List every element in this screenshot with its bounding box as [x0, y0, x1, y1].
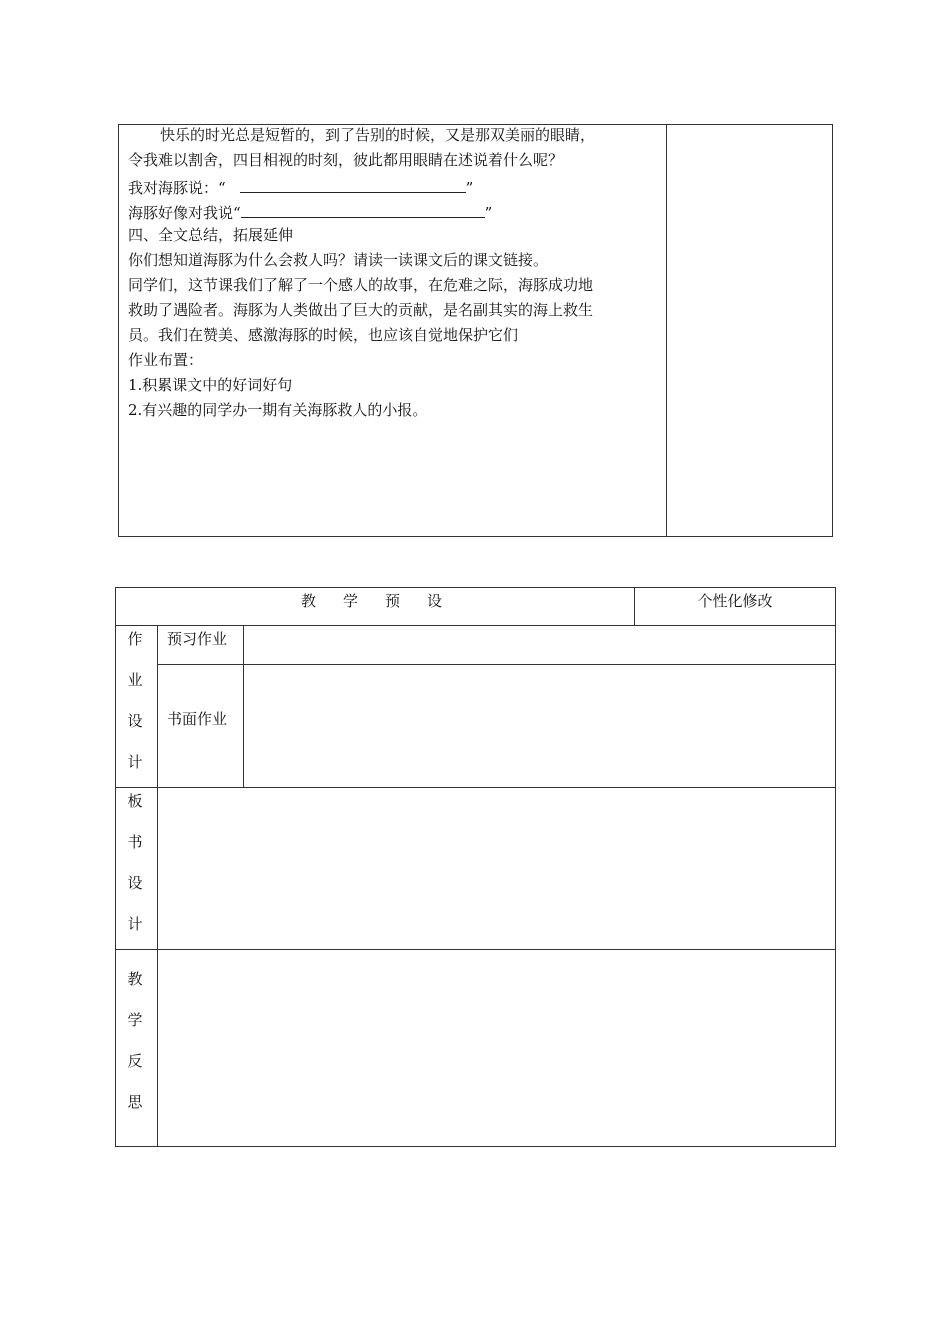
homework-title: 作业布置：	[128, 351, 204, 369]
reflection-char-1: 教	[127, 970, 143, 988]
paragraph-line-1: 快乐的时光总是短暂的，到了告别的时候，又是那双美丽的眼睛，	[160, 126, 596, 144]
dialog-1-prefix: 我对海豚说：“	[128, 179, 226, 197]
board-design-bottom	[115, 949, 836, 950]
board-design-char-3: 设	[127, 874, 143, 892]
summary-line-3: 员。我们在赞美、感激海豚的时候，也应该自觉地保护它们	[128, 326, 519, 344]
homework-design-char-3: 设	[127, 712, 143, 730]
dialog-2-blank[interactable]	[241, 203, 485, 218]
homework-design-char-2: 业	[127, 671, 143, 689]
reflection-char-3: 反	[127, 1052, 143, 1070]
preview-homework-label: 预习作业	[167, 630, 228, 648]
reflection-char-4: 思	[127, 1093, 143, 1111]
header-teaching-plan: 教 学 预 设	[300, 592, 448, 610]
preview-row-bottom	[157, 664, 836, 665]
subcategory-divider	[243, 625, 244, 787]
label-column-divider	[157, 625, 158, 1147]
reflection-char-2: 学	[127, 1011, 143, 1029]
homework-design-bottom	[115, 787, 836, 788]
dialog-2-prefix: 海豚好像对我说“	[128, 204, 241, 222]
dialog-1-blank[interactable]	[240, 178, 466, 193]
board-design-char-2: 书	[127, 833, 143, 851]
board-design-char-1: 板	[127, 792, 143, 810]
homework-design-char-1: 作	[127, 630, 143, 648]
dialog-2-suffix: ”	[484, 204, 493, 222]
dialog-1-suffix: ”	[465, 179, 474, 197]
homework-item-1: 1.积累课文中的好词好句	[128, 376, 293, 394]
lower-table	[115, 587, 836, 1147]
question-text: 你们想知道海豚为什么会救人吗？请读一读课文后的课文链接。	[128, 251, 549, 269]
homework-design-char-4: 计	[127, 753, 143, 771]
written-homework-label: 书面作业	[167, 710, 228, 728]
paragraph-line-2: 令我难以割舍，四目相视的时刻，彼此都用眼睛在述说着什么呢？	[128, 151, 564, 169]
header-personalized-edit: 个性化修改	[697, 592, 773, 610]
header-row-bottom	[115, 625, 836, 626]
board-design-char-4: 计	[127, 915, 143, 933]
section-4-title: 四、全文总结，拓展延伸	[128, 226, 294, 244]
summary-line-2: 救助了遇险者。海豚为人类做出了巨大的贡献，是名副其实的海上救生	[128, 301, 594, 319]
dialog-line-2	[128, 203, 492, 221]
upper-table-divider	[666, 124, 667, 537]
homework-item-2: 2.有兴趣的同学办一期有关海豚救人的小报。	[128, 401, 428, 419]
summary-line-1: 同学们，这节课我们了解了一个感人的故事，在危难之际，海豚成功地	[128, 276, 594, 294]
dialog-line-1	[128, 178, 473, 196]
